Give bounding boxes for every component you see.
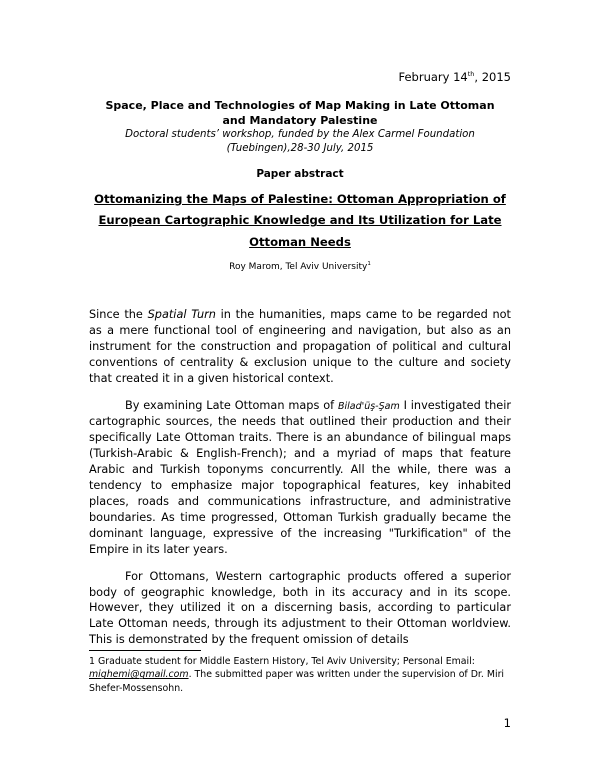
author-line (0, 262, 600, 272)
author-name: Roy Marom, Tel Aviv University (229, 262, 368, 272)
date-text: February 14 (398, 70, 468, 84)
workshop-heading (80, 98, 520, 155)
place-name: Bilad'üş-Şam (337, 400, 400, 412)
footnote-divider (89, 650, 201, 651)
paragraph-1: Since the Spatial Turn in the humanities, maps came to be regarded not as a mere functional tool of engineering and navigation, but also as an instrument for the construction and propagation of political and cultural conventions of centrality & exclusion unique to the culture and society that created it in a given historical context. (89, 308, 511, 385)
paragraph-3: For Ottomans, Western cartographic products offered a superior body of geographic knowledge, both in its accuracy and in its scope. However, they utilized it on a discerning basis, according to particular Late Ottoman needs, through its adjustment to their Ottoman worldview. This is demonstrated by the frequent omission of details (89, 569, 511, 647)
email-link[interactable]: mighemi@gmail.com (89, 669, 189, 681)
paper-title: Ottomanizing the Maps of Palestine: Ottoman Appropriation of European Cartographic Knowledge and Its Utilization for Late Ottoman Needs (94, 192, 506, 249)
date-year: , 2015 (474, 70, 511, 84)
workshop-subtitle-line-2: (Tuebingen),28-30 July, 2015 (226, 142, 374, 154)
workshop-title-line-2: and Mandatory Palestine (222, 114, 378, 127)
page-number: 1 (503, 716, 511, 730)
paragraph-2: By examining Late Ottoman maps of Bilad'üş-Şam I investigated their cartographic sources, the needs that outlined their production and their specifically Late Ottoman traits. There is an abundance of bilingual maps (Turkish-Arabic & English-French); and a myriad of maps that feature Arabic and Turkish toponyms concurrently. All the while, there was a tendency to emphasize major topographical features, key inhabited places, roads and communications infrastructure, and administrative boundaries. As time progressed, Ottoman Turkish gradually became the dominant language, expressive of the increasing "Turkification" of the Empire in its later years. (89, 398, 511, 556)
workshop-title-line-1: Space, Place and Technologies of Map Making in Late Ottoman (105, 99, 495, 112)
workshop-subtitle-line-1: Doctoral students’ workshop, funded by the Alex Carmel Foundation (125, 129, 475, 140)
footnote: 1 Graduate student for Middle Eastern History, Tel Aviv University; Personal Email: mighemi@gmail.com. The submitted paper was written under the supervision of Dr. Miri Shefer-Mossensohn. (89, 656, 505, 694)
footnote-reference[interactable]: 1 (367, 261, 371, 267)
abstract-body (89, 307, 511, 659)
footnote-number: 1 (89, 656, 95, 667)
date-ordinal: th (467, 70, 475, 79)
abstract-label: Paper abstract (256, 168, 344, 180)
document-date (399, 70, 512, 84)
spatial-turn-term: Spatial Turn (147, 308, 216, 321)
